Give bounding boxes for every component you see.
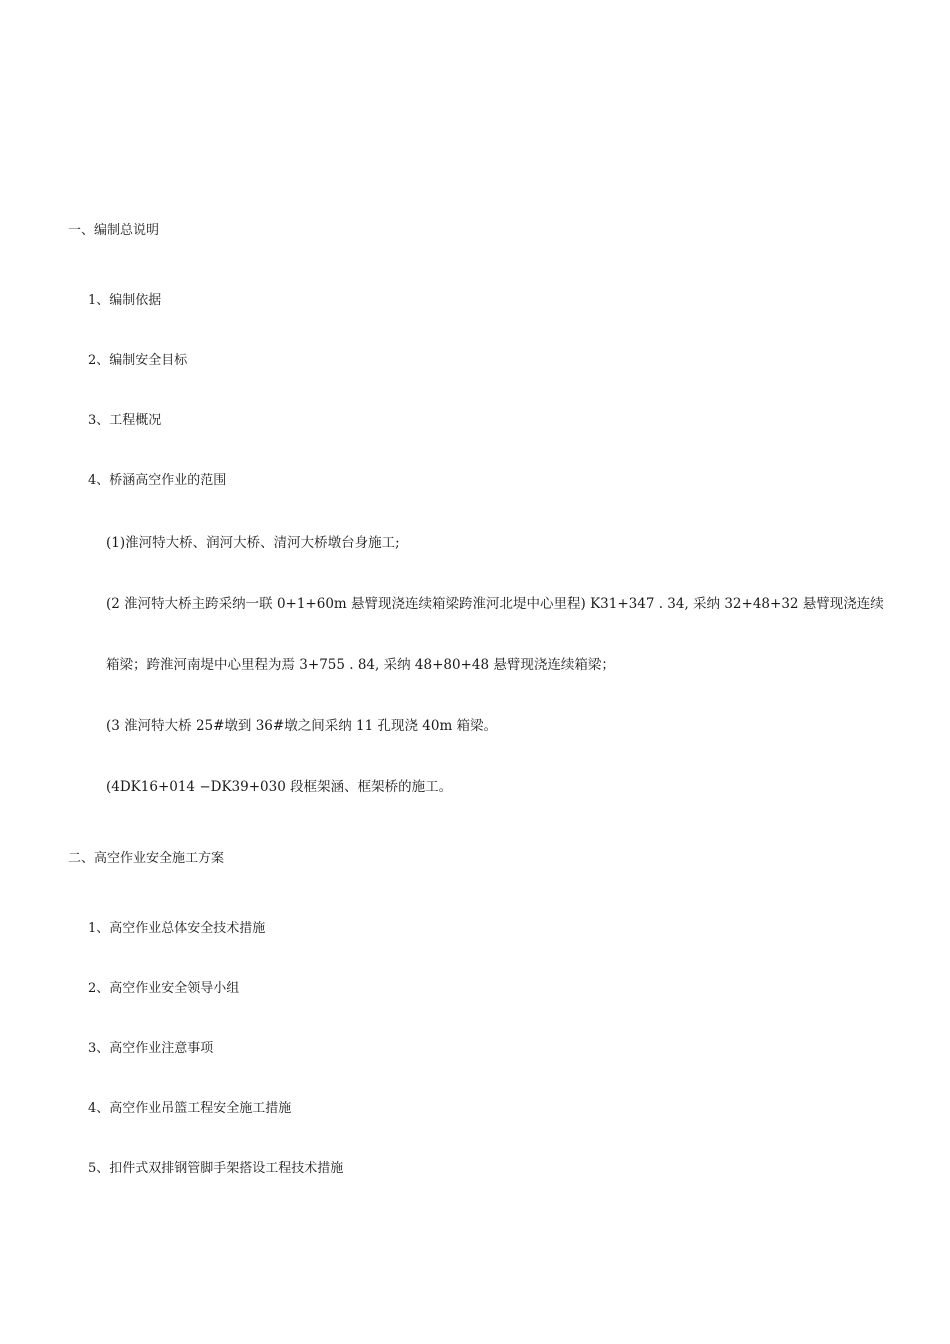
section-heading-1: 一、编制总说明 xyxy=(68,223,160,238)
scope-item: (2 淮河特大桥主跨采纳一联 0+1+60m 悬臂现浇连续箱梁跨淮河北堤中心里程) K31+347 . 34, 采纳 32+48+32 悬臂现浇连续 xyxy=(106,596,884,612)
toc-item: 2、编制安全目标 xyxy=(88,353,188,368)
toc-item: 1、编制依据 xyxy=(88,293,162,308)
toc-item: 3、工程概况 xyxy=(88,413,162,428)
toc-item: 3、高空作业注意事项 xyxy=(88,1041,214,1056)
toc-item: 1、高空作业总体安全技术措施 xyxy=(88,921,266,936)
scope-item-continuation: 箱梁；跨淮河南堤中心里程为焉 3+755 . 84, 采纳 48+80+48 悬臂现浇连续箱梁； xyxy=(106,657,615,673)
scope-item: (3 淮河特大桥 25#墩到 36#墩之间采纳 11 孔现浇 40m 箱梁。 xyxy=(106,718,498,734)
toc-item: 2、高空作业安全领导小组 xyxy=(88,981,240,996)
scope-item: (4DK16+014 −DK39+030 段框架涵、框架桥的施工。 xyxy=(106,779,453,795)
scope-item: (1)淮河特大桥、润河大桥、清河大桥墩台身施工; xyxy=(106,535,400,551)
toc-item: 4、高空作业吊篮工程安全施工措施 xyxy=(88,1101,292,1116)
toc-item: 5、扣件式双排钢管脚手架搭设工程技术措施 xyxy=(88,1161,344,1176)
section-heading-2: 二、高空作业安全施工方案 xyxy=(68,851,225,866)
toc-item: 4、桥涵高空作业的范围 xyxy=(88,473,227,488)
